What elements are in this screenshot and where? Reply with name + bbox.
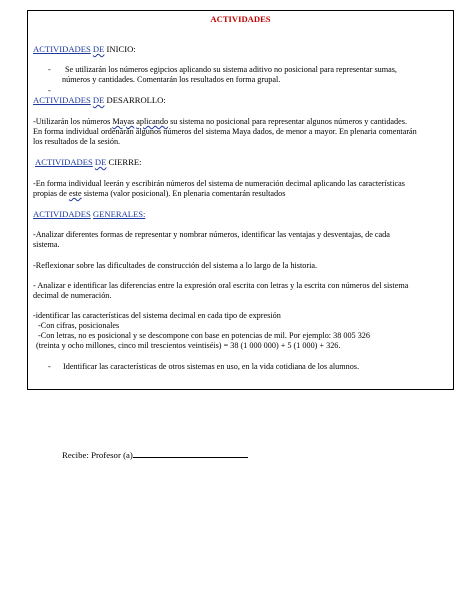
cierre-l2-end: sistema (valor posicional). En plenaria comentarán resultados <box>81 189 286 198</box>
generales-item-4c: -Con letras, no es posicional y se descompone con base en potencias de mil. Por ejemplo: 38 005 326 <box>38 331 370 340</box>
generales-item-5: Identificar las características de otros sistemas en uso, en la vida cotidiana de los alumnos. <box>63 362 360 371</box>
generales-item-1a: -Analizar diferentes formas de representar y nombrar números, identificar las ventajas y desventajas, de cada <box>33 230 390 239</box>
desarrollo-l1-start: -Utilizarán los números <box>33 117 113 126</box>
desarrollo-line-1 <box>33 117 447 127</box>
desarrollo-l1-aplicando: aplicando <box>136 117 169 126</box>
heading-cierre-label: CIERRE: <box>106 157 142 167</box>
desarrollo-line-3: los resultados de la sesión. <box>33 137 121 146</box>
generales-item-1b: sistema. <box>33 240 60 249</box>
heading-cierre-de: DE <box>94 157 107 167</box>
signature-line <box>62 449 248 460</box>
heading-inicio-word: ACTIVIDADES <box>33 44 91 54</box>
heading-generales-label: GENERALES: <box>92 209 146 219</box>
signature-blank[interactable] <box>133 449 248 458</box>
document-title: ACTIVIDADES <box>210 14 271 24</box>
generales-item-3b: decimal de numeración. <box>33 291 112 300</box>
heading-inicio <box>33 44 447 54</box>
generales-item-4a: -identificar las características del sistema decimal en cada tipo de expresión <box>33 311 281 320</box>
generales-item-4d: (treinta y ocho millones, cinco mil trescientos veintiséis) = 38 (1 000 000) + 5 (1 000) + 326. <box>36 341 341 350</box>
activities-box <box>27 10 454 390</box>
generales-item-4b: -Con cifras, posicionales <box>38 321 120 330</box>
heading-desarrollo-de: DE <box>92 95 105 105</box>
heading-desarrollo-word: ACTIVIDADES <box>33 95 91 105</box>
cierre-l2-este: este <box>68 189 82 198</box>
cierre-l2-start: propias de <box>33 189 69 198</box>
desarrollo-l1-mayas: Mayas <box>112 117 135 126</box>
signature-label: Recibe: Profesor (a) <box>62 450 133 460</box>
cierre-line-1: -En forma individual leerán y escribirán números del sistema de numeración decimal aplicando las características <box>33 179 405 188</box>
heading-generales-word: ACTIVIDADES <box>33 209 91 219</box>
inicio-text-1: Se utilizarán los números egipcios aplicando su sistema aditivo no posicional para representar sumas, <box>65 65 397 74</box>
heading-inicio-label: INICIO: <box>104 44 136 54</box>
generales-item-2: -Reflexionar sobre las dificultades de construcción del sistema a lo largo de la historia. <box>33 261 318 270</box>
inicio-bullet: - <box>48 65 51 74</box>
heading-cierre <box>35 157 447 167</box>
heading-generales <box>33 209 447 219</box>
heading-inicio-de: DE <box>92 44 105 54</box>
heading-desarrollo-label: DESARROLLO: <box>104 95 166 105</box>
generales-item-5-bullet: - <box>48 362 51 371</box>
desarrollo-line-2: En forma individual ordenarán algunos números del sistema Maya dados, de menor a mayor. En plenaria comentarán <box>33 127 417 136</box>
desarrollo-l1-end: su sistema no posicional para representar algunos números y cantidades. <box>168 117 408 126</box>
cierre-line-2 <box>33 189 447 199</box>
generales-item-3a: - Analizar e identificar las diferencias entre la expresión oral escrita con letras y la escrita con números del sistema <box>33 281 409 290</box>
inicio-bullet-2: - <box>48 86 51 95</box>
inicio-text-2: números y cantidades. Comentarán los resultados en forma grupal. <box>62 75 281 84</box>
heading-cierre-word: ACTIVIDADES <box>35 157 93 167</box>
heading-desarrollo <box>33 95 447 105</box>
